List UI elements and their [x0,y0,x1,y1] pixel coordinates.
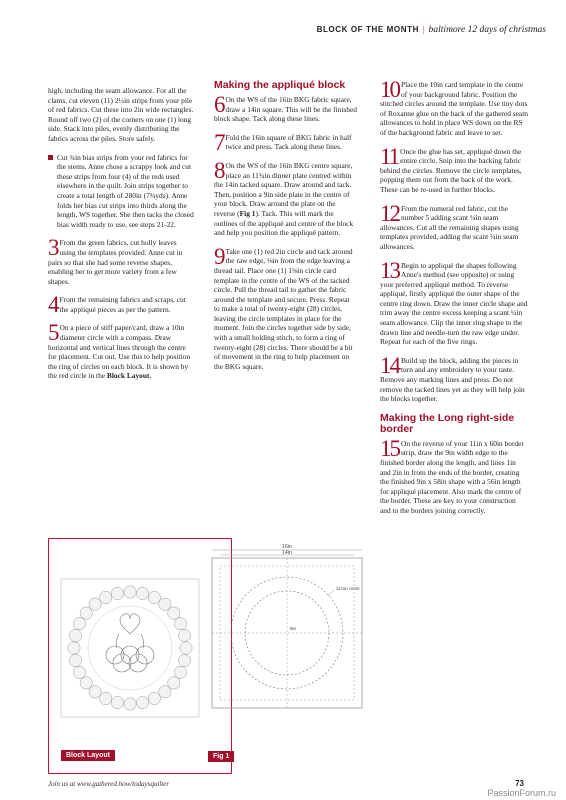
step-number: 9 [214,243,224,269]
fig-1-label: Fig 1 [208,751,234,762]
bullet-paragraph [48,153,194,230]
step-text-end: ). Tack. This will mark the outlines of the appliqué and centre of the block and help you position the appliqué pattern. [214,208,354,238]
ring-circle [136,587,148,599]
step-text: From the green fabrics, cut holly leaves using the templates provided. Anne cut in pairs so that she had some reverse shapes, enabling her to get more variety from a few shapes. [48,238,183,286]
step-10 [380,77,528,138]
page-number: 73 [515,779,524,788]
step-number: 5 [48,320,58,346]
step-number: 3 [48,235,58,261]
step-text: From the numeral red fabric, cut the number 5 adding scant ¼in seam allowances. Cut all the remaining shapes using templates provided, adding the scant ¼in seam allowances. [380,203,519,251]
step-number: 8 [214,157,224,183]
header-separator: | [422,24,425,34]
ring-circle [80,677,92,689]
figure-reference: Fig 1 [239,208,256,218]
section-heading: Making the Long right-side border [380,411,515,435]
ring-circle [89,598,101,610]
step-12 [380,200,528,252]
step-15 [380,435,528,516]
ring-circle [124,586,136,598]
step-text-end: . [149,371,152,381]
step-text: Once the glue has set, appliqué down the entire circle. Snip into the backing fabric behind the circles. Remove the circle templates, popping them out from the back of the work. These can be re-used in further blocks. [380,146,522,194]
column-1 [48,86,194,390]
fig-1-figure [204,538,382,774]
paragraph: high, including the seam allowance. For all the clams, cut eleven (11) 2½in strips from your pile of red fabrics. Cut these into 2in wide rectangles. Round off two (2) of the corners on one (1) long side. Stack into piles, evenly distributing the fabrics across the piles. Store safely. [48,86,194,143]
ring-circle [174,666,186,678]
ring-circle [178,654,190,666]
step-text: On the WS of the 16in BKG centre square, place an 11¾in dinner plate centred within the 14in tacked square. Draw around and tack. Then, position a 9in side plate in the centre of your block. Draw around the plate on the reverse ( [214,160,353,218]
step-number: 12 [380,200,399,226]
step-11 [380,143,528,195]
section-title: BLOCK OF THE MONTH [316,25,419,34]
step-3 [48,235,194,286]
step-8 [214,157,357,238]
step-9 [214,243,357,372]
step-text: On a piece of stiff paper/card, draw a 10in diameter circle with a compass. Draw horizontal and vertical lines through the centre for placement. Cut out. Use this to help position the ring of circles on each block. It is shown by the red circle in the [48,323,191,381]
ring-circle [100,692,112,704]
ring-circle [124,698,136,710]
step-5 [48,320,194,381]
series-title: baltimore 12 days of christmas [428,25,546,35]
step-number: 10 [380,77,399,102]
page-header [317,24,546,35]
ring-circle [100,591,112,603]
ring-circle [174,618,186,630]
step-number: 6 [214,92,224,117]
ring-circle [69,654,81,666]
circle-dimension-label: 11¾in circle [336,586,360,591]
step-13 [380,257,528,347]
step-number: 11 [380,143,399,169]
ring-circle [73,618,85,630]
step-number: 15 [380,435,399,461]
step-4 [48,292,194,318]
step-text: On the WS of the 16in BKG fabric square, draw a 14in square. This will be the finished block shape. Tack along these lines. [214,95,357,124]
block-layout-label: Block Layout [61,750,115,761]
ring-circle [148,591,160,603]
step-text: Fold the 16in square of BKG fabric in half twice and press. Tack along these lines. [225,132,352,152]
step-number: 13 [380,257,399,283]
column-3 [380,77,528,525]
watermark: PassionForum.ru [487,788,556,798]
footer-url: Join us at www.gathered.how/todaysquilter [48,780,170,788]
step-number: 4 [48,292,58,318]
ring-circle [69,629,81,641]
bullet-icon [48,155,53,160]
ring-circle [159,686,171,698]
bullet-text: Cut ¾in bias strips from your red fabrics for the stems. Anne chose a scrappy look and cut these strips from four (4) of the reds used elsewhere in the quilt. Join strips together to create a total length of 280in (7¾yds). Anne folds her bias cut strips into thirds along the length, WS together. She then tacks the closed bias width ready to use, see steps 21-22. [57,152,194,229]
ring-circle [180,642,192,654]
step-number: 14 [380,352,399,378]
step-6 [214,92,357,124]
step-7 [214,129,357,155]
ring-circle [68,642,80,654]
step-14 [380,352,528,404]
inner-dimension-label: 14in [282,550,292,556]
step-text: Build up the block, adding the pieces in turn and any embroidery to your taste. Remove any marking lines and press. Do not remove the tacked lines yet as they will help join the blocks together. [380,355,525,404]
column-2 [214,80,357,380]
step-text: Begin to appliqué the shapes following Anne's method (see opposite) or using your preferred appliqué method. To reverse appliqué, firstly appliqué the outer shape of the centre ring down. Draw the inner circle shape and trim away the centre excess keeping a scant ¼in seam allowance. Clip the inner ring shape to the drawn line and needle-turn the raw edge under. Repeat for each of the five rings. [380,260,528,347]
small-circle-label: 9in [290,626,297,631]
ring-circle [148,692,160,704]
step-text: From the remaining fabrics and scraps, cut the appliqué pieces as per the pattern. [59,295,186,314]
figure-reference: Block Layout [106,371,150,381]
ring-circle [111,587,123,599]
outer-dimension-label: 16in [282,544,292,550]
fig-1-illustration [204,538,382,774]
ring-circle [168,607,180,619]
ring-circle [178,629,190,641]
step-text: Place the 10in card template in the centre of your background fabric. Position the stitched circles around the template. Use tiny dots of Roxanne glue on the back of the gathered seam allowances to hold in place WS down on the RS of the background fabric and leave to set. [380,80,528,137]
ring-circle [111,696,123,708]
ring-circle [73,666,85,678]
step-text: Take one (1) red 2in circle and tack around the raw edge, ⅛in from the edge leaving a thread tail. Place one (1) 1⅛in circle card template in the centre of the WS of the tacked circle. Pull the thread tail to gather the fabric around the template and secure. Press. Repeat to make a total of twenty-eight (28) circles, leaving the circle templates in place for the moment. Join the circles together side by side, with a small holding stitch, to form a ring of twenty-eight (28) circles. There should be a bit of movement in the ring to help placement on the BKG square. [214,246,353,371]
ring-circle [136,696,148,708]
step-text: On the reverse of your 11in x 60in border strip, draw the 9in width edge to the finished border along the length, and lines 1in and 2in in from the ends of the border, creating the finished 9in x 58in shape with a 56in length for appliqué placement. Also mark the centre of the border. These are key to your construction and to the borders joining correctly. [380,438,524,515]
section-heading: Making the appliqué block [214,79,346,91]
step-number: 7 [214,129,224,155]
